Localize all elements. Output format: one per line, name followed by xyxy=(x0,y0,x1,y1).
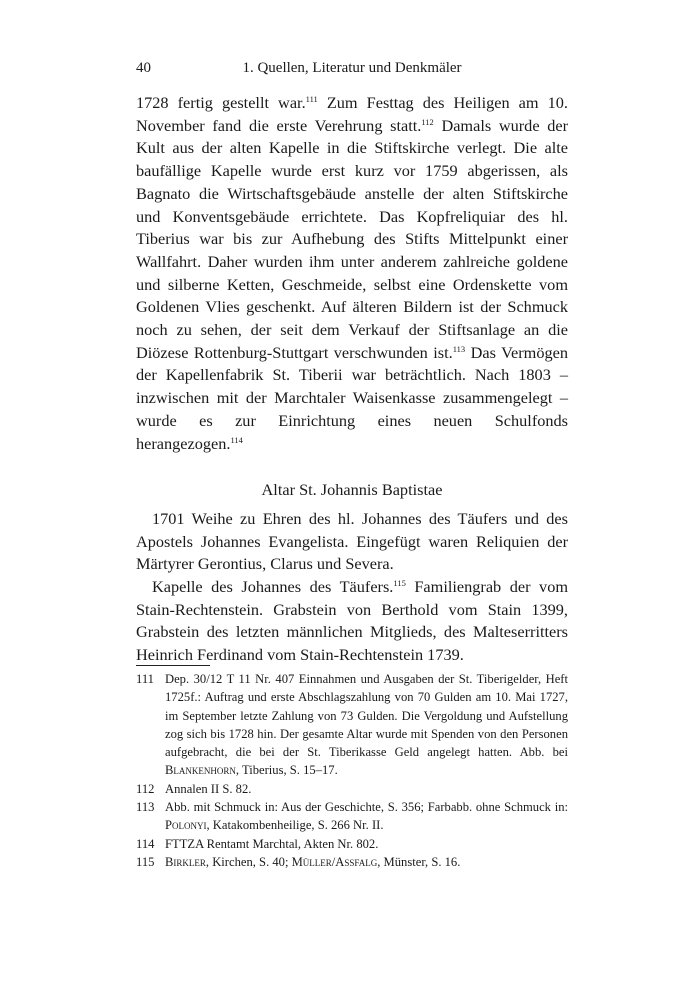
paragraph-1: 1728 fertig gestellt war.$^{111}$ Zum Festtag des Heiligen am 10. November fand die erste Verehrung statt.$^{112}$ Damals wurde der Kult aus der alten Kapelle in die Stiftskirche verlegt. Die alte baufällige Kapelle wurde erst kurz vor 1759 abgerissen, als Bagnato die Wirtschaftsgebäude anstelle der alten Stiftskirche und Konventsgebäude errichtete. Das Kopfreliquiar des hl. Tiberius war bis zur Aufhebung des Stifts Mittelpunkt einer Wallfahrt. Daher wurden ihm unter anderem zahlreiche goldene und silberne Ketten, Geschmeide, selbst eine Ordenskette vom Goldenen Vlies geschenkt. Auf älteren Bildern ist der Schmuck noch zu sehen, der seit dem Verkauf der Stiftsanlage an die Diözese Rottenburg-Stuttgart verschwunden ist.$^{113}$ Das Vermögen der Kapellenfabrik St. Tiberii war beträchtlich. Nach 1803 – inzwischen mit der Marchtaler Waisenkasse zusammengelegt – wurde es zur Einrichtung eines neuen Schulfonds herangezogen.$^{114}$ xyxy=(136,93,569,453)
footnote-ref-111[interactable]: 111 xyxy=(305,94,318,104)
footnote-111 xyxy=(136,670,568,780)
footnote-ref-115[interactable]: 115 xyxy=(393,578,406,589)
footnote-text: FTTZA Rentamt Marchtal, Akten Nr. 802. xyxy=(165,836,379,851)
footnote-number: 115 xyxy=(136,854,155,869)
footnote-ref-112[interactable]: 112 xyxy=(421,116,434,127)
paragraph-2: 1701 Weihe zu Ehren des hl. Johannes des Täufers und des Apostels Johannes Evangelista. Eingefügt waren Reliquien der Märtyrer Gerontius, Clarus und Severa. xyxy=(136,508,568,574)
footnote-113 xyxy=(136,798,568,835)
footnote-text: Abb. mit Schmuck in: Aus der Geschichte, S. 356; Farbabb. ohne Schmuck in: Polonyi, Katakombenheilige, S. 266 Nr. II. xyxy=(165,800,568,833)
footnote-divider xyxy=(136,665,210,666)
footnote-number: 113 xyxy=(136,800,155,815)
footnote-text: Birkler, Kirchen, S. 40; Müller/Assfalg, Münster, S. 16. xyxy=(165,854,461,869)
footnote-number: 114 xyxy=(136,836,155,851)
section-heading: Altar St. Johannis Baptistae xyxy=(261,480,443,500)
footnote-text: Dep. 30/12 T 11 Nr. 407 Einnahmen und Ausgaben der St. Tiberigelder, Heft 1725f.: Auftrag und erste Abschlagszahlung von 70 Gulden am 10. Mai 1727, im September letzte Zahlung von 73 Gulden. Die Vergoldung und Aufstellung zog sich bis 1728 hin. Der gesamte Altar wurde mit Spenden von den Personen aufgebracht, die bei der St. Tiberikasse Geld angelegt hatten. Abb. bei Blankenhorn, Tiberius, S. 15–17. xyxy=(165,672,568,778)
author-name: Blankenhorn xyxy=(165,763,236,778)
author-name: Polonyi xyxy=(165,818,207,833)
page-number: 40 xyxy=(136,60,151,76)
footnote-text: Annalen II S. 82. xyxy=(165,781,252,796)
paragraph-3: Kapelle des Johannes des Täufers.$^{115}$ Familiengrab der vom Stain-Rechtenstein. Grabstein von Berthold vom Stain 1399, Grabstein des letzten männlichen Mitglieds, des Malteserritters Heinrich Ferdinand vom Stain-Rechtenstein 1739. xyxy=(136,577,568,665)
author-name: Birkler xyxy=(165,854,206,869)
footnote-112 xyxy=(136,780,568,798)
footnote-number: 111 xyxy=(136,672,154,686)
footnote-114 xyxy=(136,835,568,853)
footnote-ref-114[interactable]: 114 xyxy=(230,434,243,445)
footnote-number: 112 xyxy=(136,781,155,796)
main-text xyxy=(136,92,568,667)
running-title: 1. Quellen, Literatur und Denkmäler xyxy=(242,60,462,76)
author-name: Müller/Assfalg xyxy=(291,854,378,869)
running-header xyxy=(136,60,568,82)
footnote-ref-113[interactable]: 113 xyxy=(452,343,466,354)
footnotes xyxy=(136,670,568,871)
footnote-115 xyxy=(136,853,568,871)
